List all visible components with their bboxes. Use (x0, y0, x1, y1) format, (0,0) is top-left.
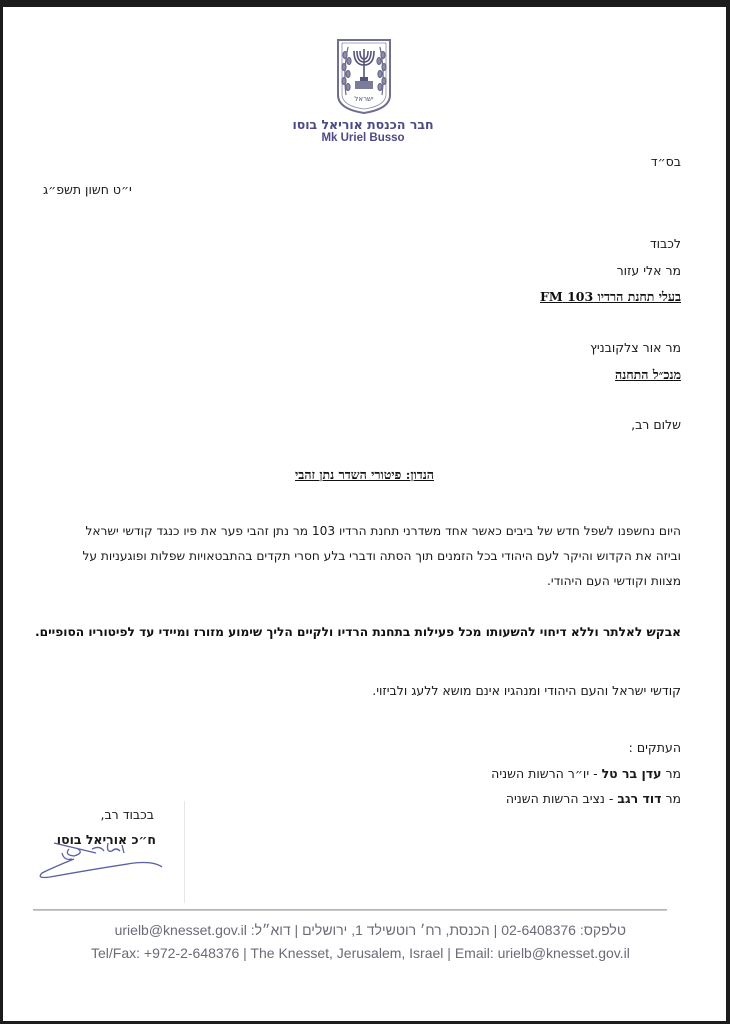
handwritten-signature-icon (34, 839, 179, 889)
body-line: מצוות וקודשי העם היהודי. (547, 574, 681, 588)
cc-name: דוד רגב (617, 791, 662, 806)
footer-english-contact: Tel/Fax: +972-2-648376 | The Knesset, Jerusalem, Israel | Email: urielb@knesset.gov.il (91, 945, 630, 961)
closing: בכבוד רב, (100, 807, 154, 822)
footer-hebrew-contact: טלפקס: 02-6408376 | הכנסת, רח׳ רוטשילד 1, ירושלים | דוא״ל: urielb@knesset.gov.il (114, 922, 626, 938)
recipient1-name: מר אלי עזור (616, 263, 681, 278)
cc-item (491, 766, 681, 781)
subject-line: הנדון: פיטורי השדר נתן זהבי (295, 467, 434, 482)
body-line: היום נחשפנו לשפל חדש של ביבים כאשר אחד משדרני תחנת הרדיו 103 מר נתן זהבי פער את פיו כנגד קודשי ישראל (85, 524, 681, 538)
recipient2-name: מר אור צלקובניץ (590, 340, 681, 355)
greeting: שלום רב, (631, 417, 681, 432)
body-paragraph-2-bold: אבקש לאלתר וללא דיחוי להשעותו מכל פעילות בתחנת הרדיו ולקיים הליך שימוע מזורז ומיידי עד לפיטוריו הסופיים. (34, 625, 681, 639)
letterhead-name-english: Mk Uriel Busso (321, 132, 405, 144)
israel-emblem-icon (334, 37, 394, 115)
body-line: וביזה את הקדוש והיקר לעם היהודי בכל הזמנים תוך הסתה ודברי בלע חסרי תקדים בהתבטאויות שפלות ופוגעניות על (82, 549, 681, 563)
recipient1-title: בעלי תחנת הרדיו 103 FM (540, 289, 681, 304)
salutation-to: לכבוד (649, 236, 681, 251)
cc-role: - יו״ר הרשות השניה (491, 766, 602, 781)
letter-date: י״ט חשון תשפ״ג (43, 182, 132, 197)
cc-label: העתקים : (628, 740, 681, 755)
footer-divider (33, 909, 667, 911)
signer-name: ח״כ אוריאל בוסו (56, 832, 156, 847)
letter-page (3, 7, 726, 1021)
bsd-mark: בס״ד (650, 154, 681, 169)
cc-name: עדן בר טל (601, 766, 662, 781)
cc-prefix: מר (661, 791, 681, 806)
cc-item (506, 791, 681, 806)
body-paragraph-1 (31, 519, 681, 594)
cc-prefix: מר (661, 766, 681, 781)
body-paragraph-3: קודשי ישראל והעם היהודי ומנהגיו אינם מושא ללעג ולביזוי. (372, 683, 681, 698)
recipient2-title: מנכ״ל התחנה (615, 367, 681, 382)
letterhead-name-hebrew: חבר הכנסת אוריאל בוסו (292, 117, 434, 132)
signature-block (28, 801, 185, 903)
svg-text:ישראל: ישראל (354, 95, 374, 103)
cc-role: - נציב הרשות השניה (505, 791, 618, 806)
